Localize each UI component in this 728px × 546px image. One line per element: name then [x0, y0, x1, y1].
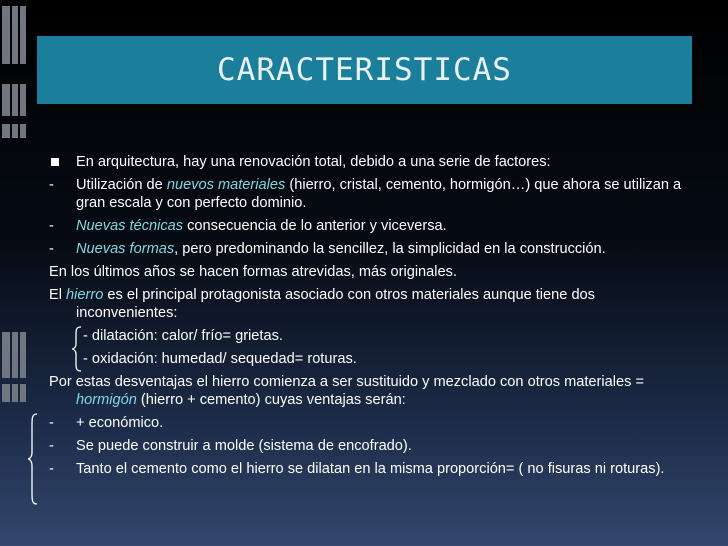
deco-bar	[2, 124, 10, 138]
deco-bar	[12, 84, 18, 116]
bullet-text: En arquitectura, hay una renovación total, debido a una serie de factores:	[76, 154, 551, 170]
sub-item: - oxidación: humedad/ sequedad= roturas.	[83, 351, 357, 367]
dash-marker: -	[49, 241, 54, 257]
dash-item	[49, 217, 689, 235]
highlight-term: Nuevas formas	[76, 241, 175, 257]
dash-marker: -	[49, 438, 54, 454]
dash-item	[49, 460, 689, 478]
deco-bar	[12, 384, 18, 402]
highlight-term: nuevos materiales	[166, 177, 286, 193]
paragraph	[49, 373, 689, 409]
deco-bar	[12, 332, 18, 378]
dash-marker: -	[49, 177, 54, 193]
slide-title: CARACTERISTICAS	[217, 52, 512, 88]
dash-marker: -	[49, 415, 54, 431]
bullet-item	[49, 153, 689, 171]
dash-marker: -	[49, 218, 54, 234]
deco-bar	[2, 384, 10, 402]
sub-item: - dilatación: calor/ frío= grietas.	[83, 328, 283, 344]
deco-bar	[20, 384, 26, 402]
deco-bar	[2, 6, 10, 64]
paragraph-text: El	[49, 287, 67, 303]
paragraph: En los últimos años se hacen formas atrevidas, más originales.	[49, 264, 458, 280]
dash-item	[49, 240, 689, 258]
square-bullet-icon	[51, 158, 59, 166]
slide-content	[49, 153, 689, 483]
sub-list	[49, 327, 689, 368]
item-text: consecuencia de lo anterior y viceversa.	[183, 218, 447, 234]
curly-brace-icon	[27, 413, 39, 505]
dash-item	[49, 437, 689, 455]
paragraph-text: Por estas desventajas el hierro comienza a ser sustituido y mezclado con otros materiales =	[49, 374, 644, 390]
deco-bar	[2, 84, 10, 116]
deco-bar	[12, 124, 18, 138]
item-text: + económico.	[76, 415, 164, 431]
advantages-list	[49, 414, 689, 478]
item-text: , pero predominando la sencillez, la simplicidad en la construcción.	[174, 241, 606, 257]
deco-bar	[20, 124, 26, 138]
item-text: Tanto el cemento como el hierro se dilatan en la misma proporción= ( no fisuras ni roturas).	[76, 461, 665, 477]
highlight-term: Nuevas técnicas	[76, 218, 184, 234]
title-banner	[37, 36, 692, 104]
paragraph	[49, 286, 689, 322]
dash-marker: -	[49, 461, 54, 477]
item-text: (hierro, cristal, cemento, hormigón…) que ahora se utilizan a gran escala y con perfecto dominio.	[76, 177, 682, 211]
highlight-term: hormigón	[76, 392, 137, 408]
highlight-term: hierro	[66, 287, 104, 303]
paragraph-text: es el principal protagonista asociado con otros materiales aunque tiene dos inconvenientes:	[76, 287, 595, 321]
dash-item	[49, 176, 689, 212]
dash-item	[49, 414, 689, 432]
deco-bar	[2, 332, 10, 378]
item-text: Se puede construir a molde (sistema de encofrado).	[76, 438, 412, 454]
paragraph-text: (hierro + cemento) cuyas ventajas serán:	[136, 392, 406, 408]
deco-bar	[20, 6, 26, 64]
decorative-sidebar	[0, 0, 30, 546]
deco-bar	[20, 84, 26, 116]
deco-bar	[20, 332, 26, 378]
item-text: Utilización de	[76, 177, 167, 193]
deco-bar	[12, 6, 18, 64]
